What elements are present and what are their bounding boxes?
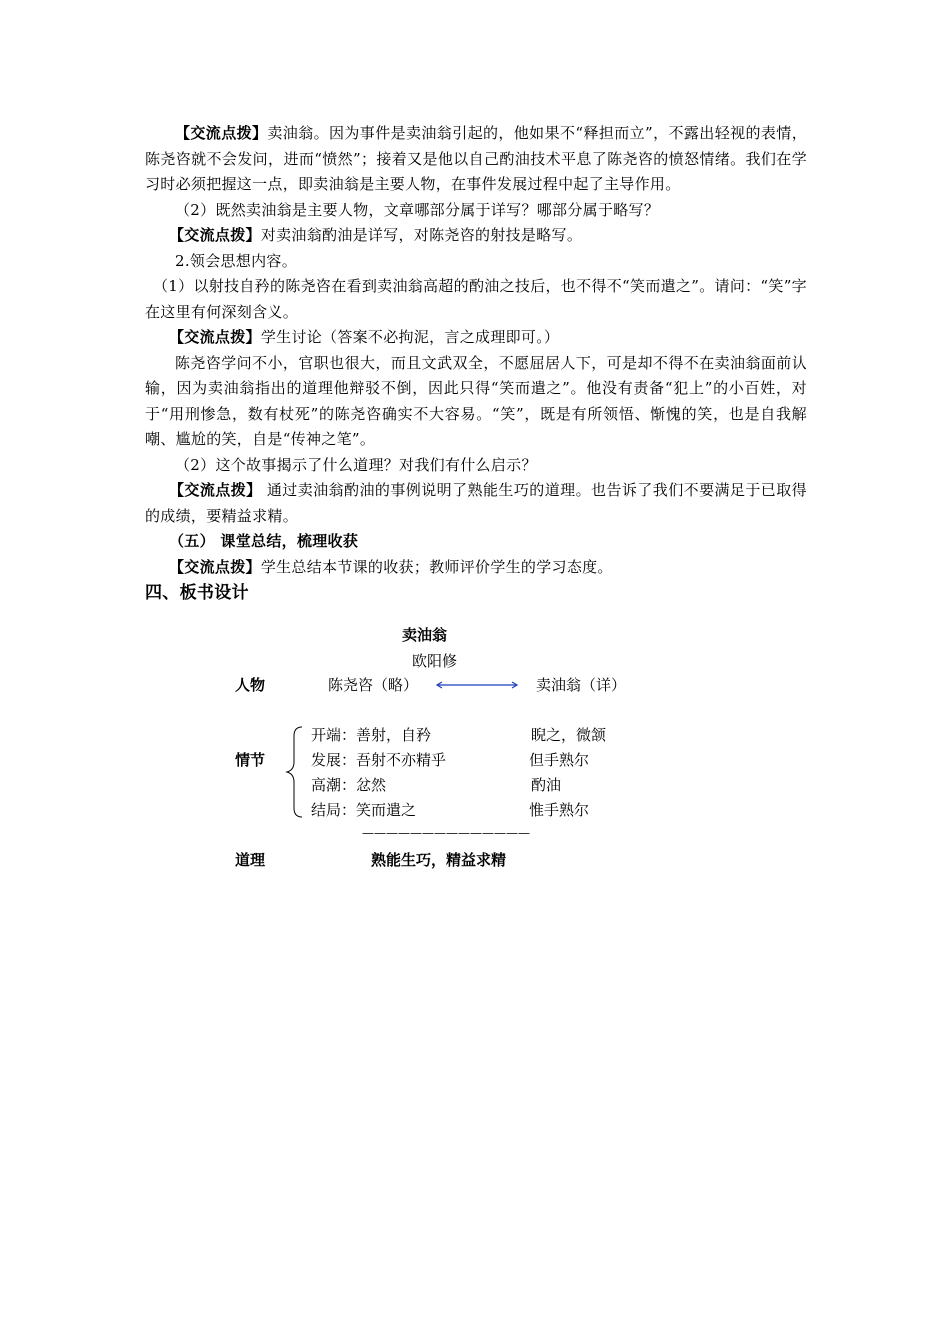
board-divider: —————————————— — [362, 826, 530, 840]
exchange-tip-label: 【交流点拨】 — [169, 557, 261, 576]
moral-text: 熟能生巧，精益求精 — [371, 851, 507, 869]
exchange-tip-label: 【交流点拨】 — [169, 481, 262, 499]
subsection-heading: 2.领会思想内容。 — [175, 251, 298, 270]
exchange-tip-label: 【交流点拨】 — [169, 328, 261, 346]
exchange-tip-label: 【交流点拨】 — [175, 124, 268, 142]
question-text: （2）既然卖油翁是主要人物，文章哪部分属于详写？哪部分属于略写？ — [175, 200, 660, 219]
exchange-tip-label: 【交流点拨】 — [169, 226, 261, 244]
paragraph-text: 对卖油翁酌油是详写，对陈尧咨的射技是略写。 — [260, 226, 583, 244]
paragraph-text: 学生讨论（答案不必拘泥，言之成理即可。） — [260, 328, 560, 346]
label-plot: 情节 — [235, 751, 266, 769]
plot-right-4: 惟手熟尔 — [529, 801, 590, 819]
paragraph-text: 陈尧咨学问不小，官职也很大，而且文武双全，不愿屈居人下，可是却不得不在卖油翁面前认输，因为卖油翁指出的道理他辩驳不倒，因此只得“笑而遣之”。他没有责备“犯上”的小百姓，对于“用刑惨急，数有杖死”的陈尧咨确实不大容易。“笑”，既是有所领悟、惭愧的笑，也是自我解嘲、尴尬的笑，自是“传神之笔”。 — [145, 353, 807, 448]
brace-icon — [284, 724, 306, 820]
board-title: 卖油翁 — [402, 626, 448, 644]
plot-right-3: 酌油 — [531, 776, 562, 794]
person-right: 卖油翁（详） — [536, 676, 627, 694]
board-author: 欧阳修 — [412, 652, 458, 670]
plot-right-1: 睨之，微颔 — [531, 726, 607, 744]
person-left: 陈尧咨（略） — [328, 676, 419, 694]
plot-left-4: 结局：笑而遣之 — [311, 801, 417, 819]
double-arrow-icon — [434, 677, 520, 693]
section-heading: 四、板书设计 — [145, 583, 249, 603]
plot-left-1: 开端：善射，自矜 — [311, 726, 432, 744]
subsection-heading: （五） 课堂总结，梳理收获 — [169, 532, 359, 550]
label-moral: 道理 — [235, 851, 266, 869]
question-text: （1）以射技自矜的陈尧咨在看到卖油翁高超的酌油之技后，也不得不“笑而遣之”。请问：“笑”字在这里有何深刻含义。 — [145, 277, 807, 321]
paragraph-text: 卖油翁。因为事件是卖油翁引起的，他如果不“释担而立”，不露出轻视的表情，陈尧咨就不会发问，进而“愤然”；接着又是他以自己酌油技术平息了陈尧咨的愤怒情绪。我们在学习时必须把握这一点，即卖油翁是主要人物，在事件发展过程中起了主导作用。 — [145, 124, 808, 193]
question-text: （2）这个故事揭示了什么道理？对我们有什么启示？ — [175, 455, 537, 474]
paragraph-text: 学生总结本节课的收获；教师评价学生的学习态度。 — [260, 557, 613, 576]
plot-right-2: 但手熟尔 — [529, 751, 590, 769]
paragraph-text: 通过卖油翁酌油的事例说明了熟能生巧的道理。也告诉了我们不要满足于已取得的成绩，要精益求精。 — [145, 481, 807, 525]
plot-left-3: 高潮：忿然 — [311, 776, 387, 794]
plot-left-2: 发展：吾射不亦精乎 — [311, 751, 447, 769]
label-people: 人物 — [235, 676, 266, 694]
